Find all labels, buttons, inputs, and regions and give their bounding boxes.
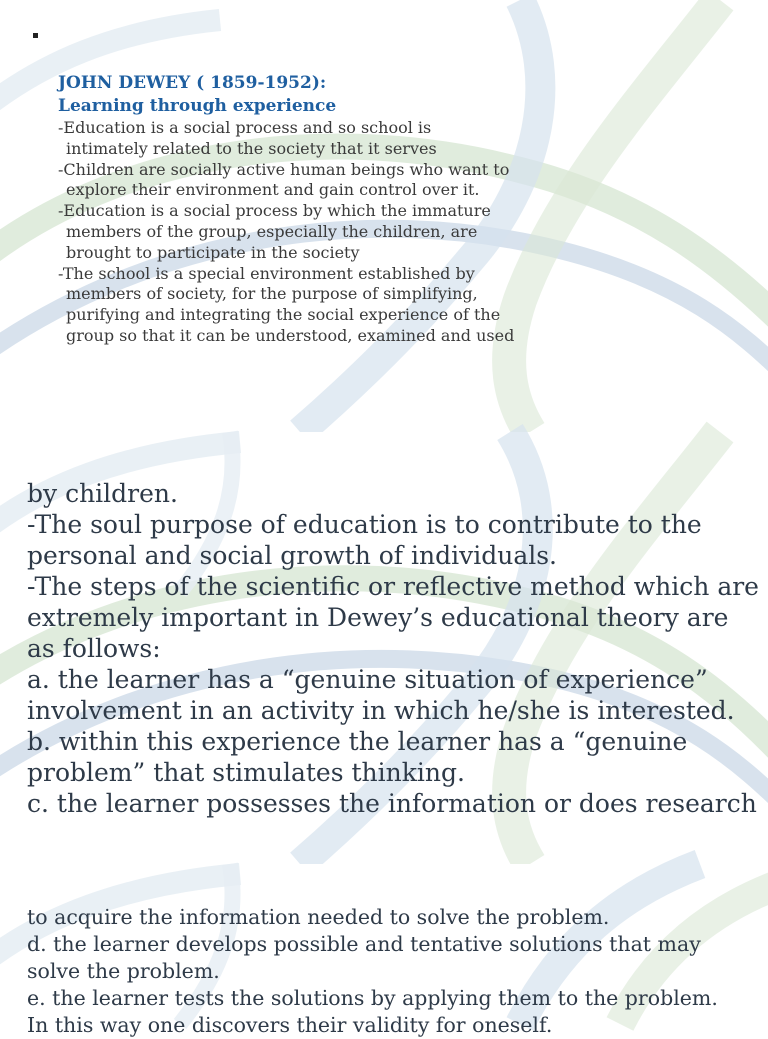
slide-3-content [27,904,757,1039]
list-item [58,264,658,347]
text-line: c. the learner possesses the information or does research [27,789,757,818]
list-item [58,160,658,202]
item-text: members of society, for the purpose of simplifying, [66,284,478,304]
text-line: a. the learner has a “genuine situation of experience” [27,665,708,694]
item-text: explore their environment and gain control over it. [66,180,480,200]
text-line: personal and social growth of individuals. [27,541,558,570]
text-line: In this way one discovers their validity for oneself. [27,1013,553,1037]
item-text: -Children are socially active human beings who want to [58,159,510,179]
item-text: members of the group, especially the children, are [66,221,478,241]
text-line: extremely important in Dewey’s educational theory are [27,603,729,632]
title-line: JOHN DEWEY ( 1859-1952): [58,73,327,93]
text-line: e. the learner tests the solutions by applying them to the problem. [27,986,718,1010]
slide-1-content [58,72,658,347]
text-line: -The soul purpose of education is to contribute to the [27,510,702,539]
text-line: d. the learner develops possible and tentative solutions that may [27,932,701,956]
item-text: intimately related to the society that it serves [66,138,437,158]
bullet-marker [33,33,38,38]
text-line: solve the problem. [27,959,220,983]
item-text: purifying and integrating the social experience of the [66,305,501,325]
text-line: to acquire the information needed to solve the problem. [27,905,610,929]
list-item [58,201,658,263]
text-line: -The steps of the scientific or reflective method which are [27,572,759,601]
item-text: group so that it can be understood, examined and used [66,325,515,345]
text-line: problem” that stimulates thinking. [27,758,465,787]
text-line: by children. [27,479,178,508]
text-line: involvement in an activity in which he/she is interested. [27,696,735,725]
list-item [58,118,658,160]
text-line: b. within this experience the learner has a “genuine [27,727,688,756]
item-text: -Education is a social process by which the immature [58,201,491,221]
item-text: -Education is a social process and so school is [58,118,432,137]
text-line: as follows: [27,634,161,663]
slide-2 [0,432,768,864]
item-text: -The school is a special environment established by [58,263,475,283]
slide-1 [0,0,768,432]
slide-title [58,72,658,118]
slide-3 [0,864,768,1037]
item-text: brought to participate in the society [66,242,360,262]
slide-2-content [27,478,757,819]
subtitle-line: Learning through experience [58,96,337,116]
